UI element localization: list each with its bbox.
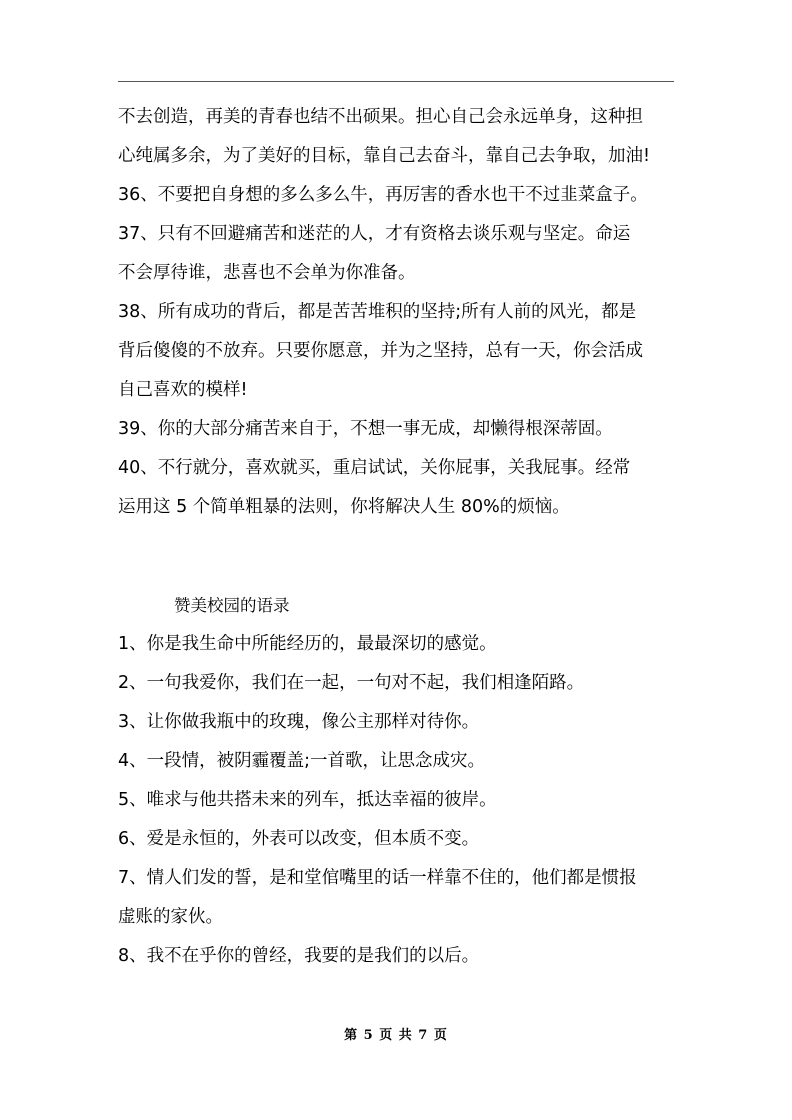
- text-line: 背后傻傻的不放弃。只要你愿意，并为之坚持，总有一天，你会活成: [118, 341, 643, 361]
- text-line: 运用这 5 个简单粗暴的法则，你将解决人生 80%的烦恼。: [118, 497, 570, 517]
- text-line: 7、情人们发的誓，是和堂倌嘴里的话一样靠不住的，他们都是惯报: [118, 868, 637, 888]
- document-body: [118, 98, 678, 976]
- text-line: 37、只有不回避痛苦和迷茫的人，才有资格去谈乐观与坚定。命运: [118, 224, 631, 244]
- text-line: 40、不行就分，喜欢就买，重启试试，关你屁事，关我屁事。经常: [118, 458, 631, 478]
- text-line: 3、让你做我瓶中的玫瑰，像公主那样对待你。: [118, 712, 480, 732]
- text-line: 38、所有成功的背后，都是苦苦堆积的坚持;所有人前的风光，都是: [118, 302, 637, 322]
- section-heading: 赞美校园的语录: [174, 596, 290, 615]
- text-line: 2、一句我爱你，我们在一起，一句对不起，我们相逢陌路。: [118, 673, 585, 693]
- text-line: 5、唯求与他共搭未来的列车，抵达幸福的彼岸。: [118, 790, 497, 810]
- text-line: 1、你是我生命中所能经历的，最最深切的感觉。: [118, 634, 497, 654]
- text-line: 不会厚待谁，悲喜也不会单为你准备。: [118, 263, 416, 283]
- text-line: 4、一段情，被阴霾覆盖;一首歌，让思念成灾。: [118, 751, 486, 771]
- text-line: 36、不要把自身想的多么多么牛，再厉害的香水也干不过韭菜盒子。: [118, 185, 648, 205]
- text-line: 8、我不在乎你的曾经，我要的是我们的以后。: [118, 946, 480, 966]
- text-line: 虚账的家伙。: [118, 907, 223, 927]
- text-line: 心纯属多余，为了美好的目标，靠自己去奋斗，靠自己去争取，加油!: [118, 146, 651, 166]
- text-line: 6、爱是永恒的，外表可以改变，但本质不变。: [118, 829, 480, 849]
- header-rule: [118, 81, 674, 82]
- section-gap: [118, 527, 678, 586]
- text-line: 自己喜欢的模样!: [118, 380, 248, 400]
- text-line: 不去创造，再美的青春也结不出硕果。担心自己会永远单身，这种担: [118, 107, 643, 127]
- page-number: 第 5 页 共 7 页: [344, 1028, 448, 1043]
- text-line: 39、你的大部分痛苦来自于，不想一事无成，却懒得根深蒂固。: [118, 419, 613, 439]
